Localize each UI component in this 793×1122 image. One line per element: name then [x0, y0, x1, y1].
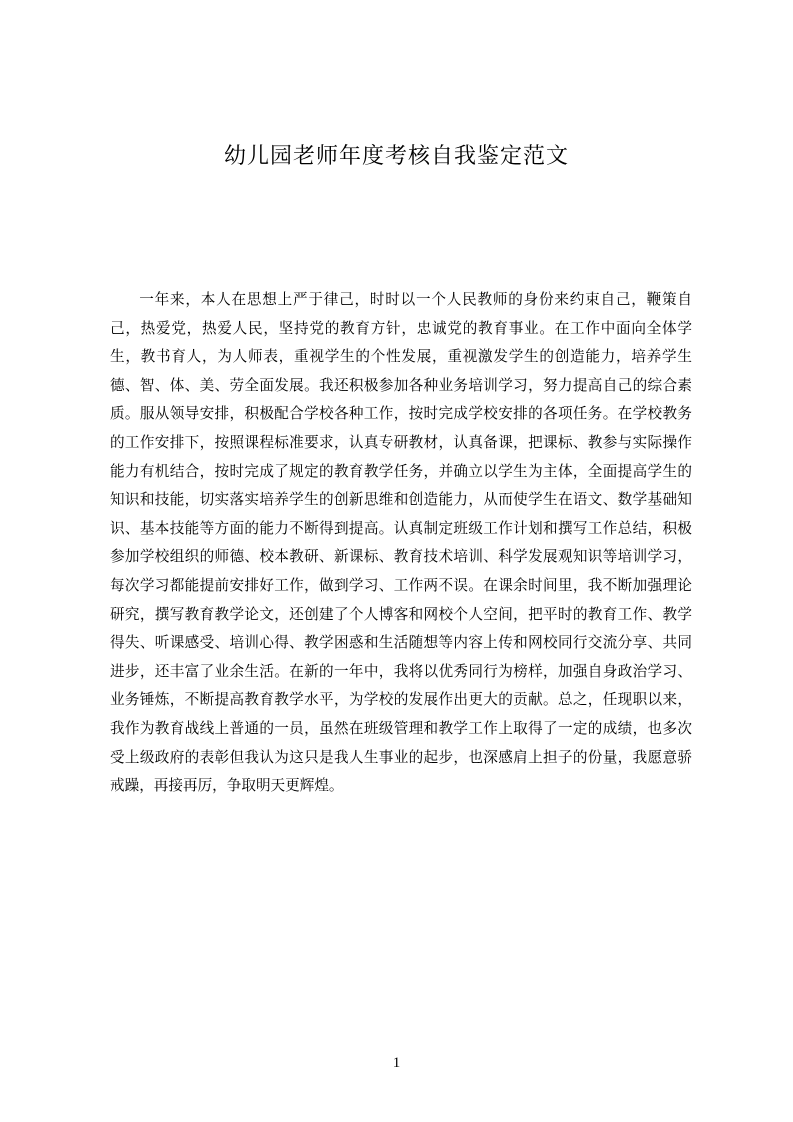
page-number: 1	[392, 1055, 401, 1071]
body-paragraph: 一年来，本人在思想上严于律己，时时以一个人民教师的身份来约束自己，鞭策自己，热爱党，热爱人民，坚持党的教育方针，忠诚党的教育事业。在工作中面向全体学生，教书育人，为人师表，重视学生的个性发展，重视激发学生的创造能力，培养学生德、智、体、美、劳全面发展。我还积极参加各种业务培训学习，努力提高自己的综合素质。服从领导安排，积极配合学校各种工作，按时完成学校安排的各项任务。在学校教务的工作安排下，按照课程标准要求，认真专研教材，认真备课，把课标、教参与实际操作能力有机结合，按时完成了规定的教育教学任务，并确立以学生为主体，全面提高学生的知识和技能，切实落实培养学生的创新思维和创造能力，从而使学生在语文、数学基础知识、基本技能等方面的能力不断得到提高。认真制定班级工作计划和撰写工作总结，积极参加学校组织的师德、校本教研、新课标、教育技术培训、科学发展观知识等培训学习，每次学习都能提前安排好工作，做到学习、工作两不误。在课余时间里，我不断加强理论研究，撰写教育教学论文，还创建了个人博客和网校个人空间，把平时的教育工作、教学得失、听课感受、培训心得、教学困惑和生活随想等内容上传和网校同行交流分享、共同进步，还丰富了业余生活。在新的一年中，我将以优秀同行为榜样，加强自身政治学习、业务锤炼，不断提高教育教学水平，为学校的发展作出更大的贡献。总之，任现职以来，我作为教育战线上普通的一员，虽然在班级管理和教学工作上取得了一定的成绩，也多次受上级政府的表彰但我认为这只是我人生事业的起步，也深感肩上担子的份量，我愿意骄戒躁，再接再厉，争取明天更辉煌。	[110, 291, 692, 795]
document-title: 幼儿园老师年度考核自我鉴定范文	[223, 144, 569, 169]
